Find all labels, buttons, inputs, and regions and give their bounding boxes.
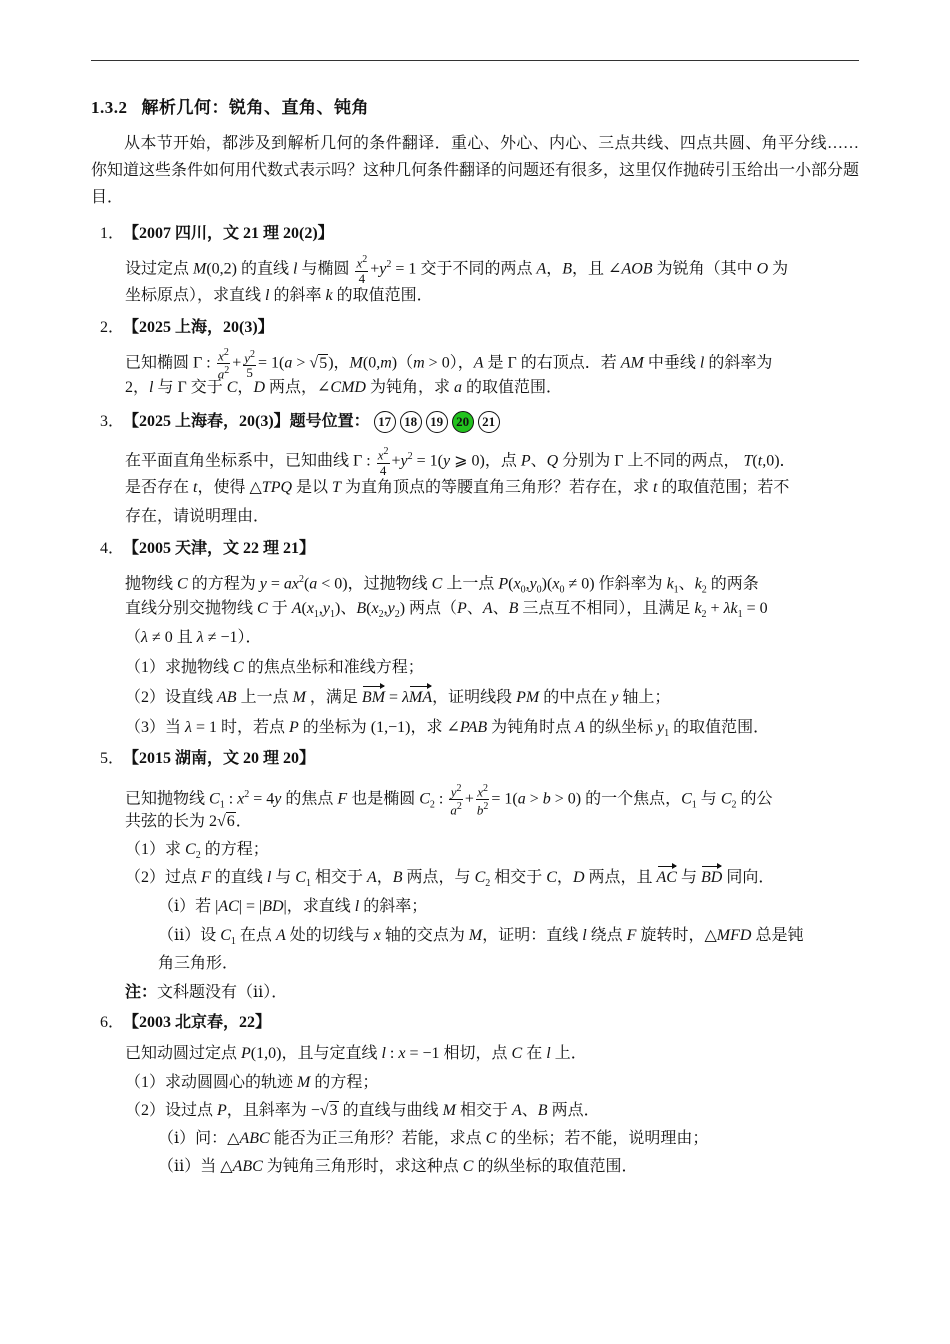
problem-5-part-2-ii: （ⅱ）设 $C_1$ 在点 A 处的切线与 x 轴的交点为 M，证明：直线 l 绕点 F 旋转时，△MFD 总是钝	[158, 927, 804, 948]
problem-6-part-2: （2）设过点 P，且斜率为 −√3 的直线与曲线 M 相交于 A、B 两点．	[125, 1102, 600, 1119]
problem-5-line-1: 已知抛物线 $C_1$ : $x^2 = 4y$ 的焦点 F 也是椭圆 $C_2$ : $\frac{y^2}{a^2}$ + $\frac{x^2}{b^2}$ = 1(a > b > 0) 的一个焦点，$C_1$ 与 $C_2$ 的公	[125, 783, 773, 818]
section-title	[91, 93, 369, 118]
problem-5-part-2: （2）过点 F 的直线 l 与 $C_1$ 相交于 A，B 两点，与 $C_2$ 相交于 C，D 两点，且 AC 与 BD 同向．	[125, 866, 774, 896]
position-20-highlighted: 20	[452, 411, 474, 433]
problem-4-line-2: 直线分别交抛物线 C 于 $A(x_1,y_1)$、$B(x_2,y_2)$ 两点（P、A、B 三点互不相同），且满足 $k_2 + \lambda k_1 = 0$	[125, 600, 768, 621]
problem-4-part-2: （2）设直线 AB 上一点 M ，满足 BM = λMA，证明线段 PM 的中点在 y 轴上；	[125, 686, 670, 710]
problem-6-part-2-i: （ⅰ）问：△ABC 能否为正三角形？若能，求点 C 的坐标；若不能，说明理由；	[158, 1130, 709, 1147]
problem-4-line-3: （λ ≠ 0 且 λ ≠ −1）．	[125, 629, 262, 646]
problem-2-line-2: 2，l 与 Γ 交于 C，D 两点，∠CMD 为钝角，求 a 的取值范围．	[125, 379, 563, 396]
problem-1-line-2: 坐标原点），求直线 l 的斜率 k 的取值范围．	[125, 287, 433, 304]
problem-5-part-2-i: （ⅰ）若 |AC| = |BD|，求直线 l 的斜率；	[158, 898, 428, 915]
section-number: 1.3.2	[91, 98, 128, 117]
problem-6-part-1: （1）求动圆圆心的轨迹 M 的方程；	[125, 1074, 379, 1091]
problem-3-line-2: 是否存在 t，使得 △TPQ 是以 T 为直角顶点的等腰直角三角形？若存在，求 t 的取值范围；若不	[125, 479, 790, 496]
position-21: 21	[478, 411, 500, 433]
problem-5-line-2: 共弦的长为 2√6．	[125, 813, 252, 830]
position-17: 17	[374, 411, 396, 433]
problem-4-part-3: （3）当 λ = 1 时，若点 P 的坐标为 (1,−1)，求 ∠PAB 为钝角时点 A 的纵坐标 $y_1$ 的取值范围．	[125, 719, 770, 740]
position-19: 19	[426, 411, 448, 433]
problem-5-note: 注：文科题没有（ⅱ）．	[125, 984, 288, 1001]
section-heading: 解析几何：锐角、直角、钝角	[141, 98, 369, 117]
position-18: 18	[400, 411, 422, 433]
problem-5-part-2-ii-cont: 角三角形．	[158, 955, 239, 972]
problem-4-line-1: 抛物线 C 的方程为 $y = ax^2(a < 0)$，过抛物线 C 上一点 $P(x_0,y_0)(x_0 \ne 0)$ 作斜率为 $k_1$、$k_2$ 的两条	[125, 574, 759, 596]
problem-5-part-1: （1）求 $C_2$ 的方程；	[125, 841, 269, 862]
problem-1-line-1: 设过定点 M(0,2) 的直线 l 与椭圆 $\frac{x^2}{4}$ $+y^2 = 1$ 交于不同的两点 A，B，且 ∠AOB 为锐角（其中 O 为	[125, 254, 789, 286]
problem-3-line-3: 存在，请说明理由．	[125, 508, 270, 525]
intro-paragraph: 从本节开始，都涉及到解析几何的条件翻译．重心、外心、内心、三点共线、四点共圆、角平分线……你知道这些条件如何用代数式表示吗？这种几何条件翻译的问题还有很多，这里仅作抛砖引玉给出一小部分题目．	[91, 135, 860, 206]
problem-2-line-1: 已知椭圆 Γ : $\frac{x^2}{a^2}$ + $\frac{y^2}{5}$ = 1(a > √5)，M(0,m)（m > 0），A 是 Γ 的右顶点．若 AM 中垂线 l 的斜率为	[125, 347, 773, 382]
problem-4-part-1: （1）求抛物线 C 的焦点坐标和准线方程；	[125, 659, 424, 676]
problem-6-line-1: 已知动圆过定点 P(1,0)，且与定直线 l : x = −1 相切，点 C 在 l 上．	[125, 1045, 587, 1062]
top-rule	[91, 60, 859, 61]
problem-6-part-2-ii: （ⅱ）当 △ABC 为钝角三角形时，求这种点 C 的纵坐标的取值范围．	[158, 1158, 638, 1175]
problem-3-line-1: 在平面直角坐标系中，已知曲线 Γ : $\frac{x^2}{4}$ $+y^2 = 1(y$ ⩾ 0)，点 P、Q 分别为 Γ 上不同的两点， T(t,0)．	[125, 446, 796, 478]
